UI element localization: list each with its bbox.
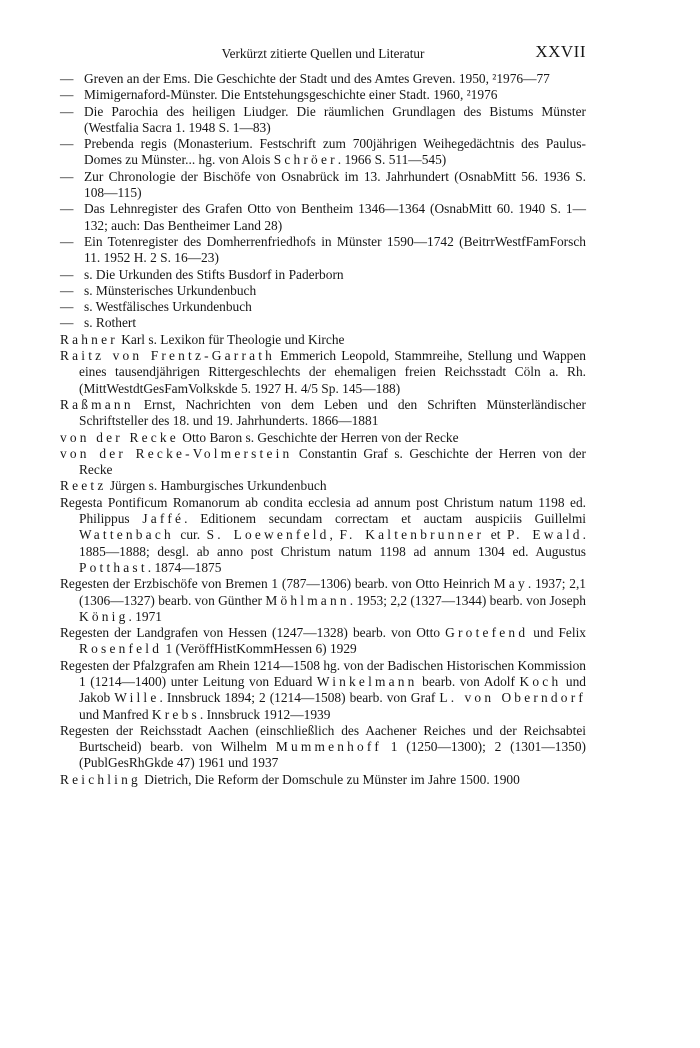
spaced-name: S. Loewenfeld (206, 527, 330, 543)
spaced-name: Rosenfeld (79, 641, 163, 657)
ditto-dash: — (60, 201, 74, 217)
bibliography-entry (60, 201, 586, 234)
spaced-name: Grotefend (445, 625, 529, 641)
entry-text: . Innsbruck 1894; 2 (1214—1508) bearb. von Graf (159, 690, 440, 706)
entry-text: . 1885—1888; desgl. ab anno post Christum natum 1198 ad annum 1304 ed. Augustus (79, 527, 586, 559)
spaced-name: Koch (519, 673, 562, 689)
entry-text: . 1953; 2,2 (1327—1344) bearb. von Joseph (349, 592, 587, 608)
bibliography-entry (60, 658, 586, 723)
entry-text: Constantin Graf s. Geschichte der Herren von der Recke (79, 445, 587, 478)
bibliography-entry (60, 332, 586, 348)
bibliography-entry (60, 136, 586, 169)
spaced-name: Raßmann (60, 396, 134, 412)
ditto-dash: — (60, 168, 74, 184)
bibliography-entry (60, 397, 586, 430)
entry-text: . Innsbruck 1912—1939 (199, 706, 331, 722)
spaced-name: L. von Oberndorf (439, 690, 587, 706)
bibliography-list (60, 71, 586, 788)
entry-text: Ernst, Nachrichten von dem Leben und den Schriften Münsterländischer Schriftsteller des 18. und 19. Jahrhunderts. 1866—1881 (79, 396, 586, 429)
entry-text: . 1874—1875 (147, 559, 222, 575)
ditto-dash: — (60, 87, 74, 103)
bibliography-entry (60, 348, 586, 397)
bibliography-entry (60, 723, 586, 772)
ditto-dash: — (60, 136, 74, 152)
spaced-name: Krebs (151, 706, 200, 722)
entry-text: Regesta Pontificum Romanorum ab condita ecclesia ad annum post Christum natum 1198 ed. Philippus (60, 494, 586, 527)
entry-text: . 1971 (128, 608, 162, 624)
spaced-name: P. Ewald (506, 527, 583, 543)
spaced-name: Mummenhoff (275, 739, 382, 755)
bibliography-entry (60, 299, 586, 315)
spaced-name: May (493, 576, 528, 592)
entry-text: Otto Baron s. Geschichte der Herren von der Recke (178, 429, 459, 445)
entry-text: Jürgen s. Hamburgisches Urkundenbuch (106, 478, 327, 494)
entry-text: 1 (1250—1300); 2 (1301—1350) (PublGesRhGkde 47) 1961 und 1937 (79, 739, 586, 771)
ditto-dash: — (60, 103, 74, 119)
spaced-name: Winkelmann (316, 673, 418, 689)
ditto-dash: — (60, 282, 74, 298)
entry-text: bearb. von Adolf (417, 673, 520, 689)
ditto-dash: — (60, 315, 74, 331)
spaced-name: Reichling (60, 771, 141, 787)
spaced-name: Potthast (79, 559, 148, 575)
bibliography-entry (60, 71, 586, 87)
entry-text: Greven an der Ems. Die Geschichte der Stadt und des Amtes Greven. 1950, ²1976—77 (84, 71, 550, 86)
spaced-name: F. Kaltenbrunner (339, 527, 485, 543)
bibliography-entry (60, 315, 586, 331)
bibliography-entry (60, 625, 586, 658)
bibliography-entry (60, 87, 586, 103)
entry-text: cur. (173, 527, 207, 543)
ditto-dash: — (60, 71, 74, 86)
ditto-dash: — (60, 266, 74, 282)
entry-text: Regesten der Reichsstadt Aachen (einschließlich des Aachener Reiches und der Reichsabtei Burtscheid) bearb. von Wilhelm (60, 722, 586, 755)
ditto-dash: — (60, 233, 74, 249)
page-number: XXVII (535, 42, 586, 61)
spaced-name: Möhlmann (265, 592, 350, 608)
entry-text: s. Westfälisches Urkundenbuch (84, 299, 252, 315)
spaced-name: Rahner (60, 331, 118, 347)
spaced-name: Raitz von Frentz-Garrath (60, 348, 276, 364)
entry-text: , (329, 527, 340, 543)
entry-text: . 1937; 2,1 (1306—1327) bearb. von Günther (79, 576, 586, 608)
spaced-name: Schröer (273, 152, 338, 168)
entry-text: Dietrich, Die Reform der Domschule zu Münster im Jahre 1500. 1900 (140, 771, 520, 787)
entry-text: Zur Chronologie der Bischöfe von Osnabrück im 13. Jahrhundert (OsnabMitt 56. 1936 S. 108—115) (84, 168, 586, 201)
bibliography-entry (60, 495, 586, 576)
bibliography-entry (60, 104, 586, 137)
spaced-name: von der Recke-Volmerstein (60, 445, 293, 461)
entry-text: s. Rothert (84, 315, 137, 331)
bibliography-entry (60, 576, 586, 625)
entry-text: Das Lehnregister des Grafen Otto von Bentheim 1346—1364 (OsnabMitt 60. 1940 S. 1—132; auch: Das Bentheimer Land 28) (84, 201, 586, 233)
bibliography-entry (60, 169, 586, 202)
entry-text: Emmerich Leopold, Stammreihe, Stellung und Wappen eines tausendjährigen Rittergeschlechts der ehemaligen freien Reichsstadt Cöln a. Rh. (MittWestdtGesFamVolkskde 5. 1927 H. 4/5 Sp. 145—188) (79, 348, 586, 396)
entry-text: et (484, 527, 507, 543)
entry-text: . 1966 S. 511—545) (337, 152, 447, 168)
entry-text: Regesten der Pfalzgrafen am Rhein 1214—1508 hg. von der Badischen Historischen Kommission 1 (1214—1400) unter Leitung von Eduard (60, 657, 586, 689)
bibliography-entry (60, 772, 586, 788)
entry-text: Prebenda regis (Monasterium. Festschrift zum 700jährigen Weihegedächtnis des Paulus-Domes zu Münster... hg. von Alois (84, 136, 586, 168)
spaced-name: Jaffé (142, 511, 185, 527)
spaced-name: Reetz (60, 478, 107, 494)
entry-text: Die Parochia des heiligen Liudger. Die räumlichen Grundlagen des Bistums Münster (Westfalia Sacra 1. 1948 S. 1—83) (84, 103, 586, 135)
entry-text: . Editionem secundam correctam et auctam auspiciis Guillelmi (184, 511, 586, 527)
entry-text: 1 (VeröffHistKommHessen 6) 1929 (162, 641, 357, 657)
entry-text: Regesten der Landgrafen von Hessen (1247—1328) bearb. von Otto (60, 625, 446, 641)
ditto-dash: — (60, 299, 74, 315)
bibliography-entry (60, 478, 586, 494)
entry-text: und Felix (528, 625, 586, 641)
page-header (60, 42, 586, 64)
spaced-name: König (79, 608, 129, 624)
entry-text: und Manfred (79, 706, 152, 722)
entry-text: Mimigernaford-Münster. Die Entstehungsgeschichte einer Stadt. 1960, ²1976 (84, 87, 498, 103)
spaced-name: von der Recke (60, 429, 179, 445)
spaced-name: Wattenbach (79, 527, 174, 543)
bibliography-entry (60, 430, 586, 446)
running-head: Verkürzt zitierte Quellen und Literatur (221, 46, 425, 61)
spaced-name: Wille (114, 690, 160, 706)
entry-text: und Jakob (79, 673, 587, 706)
entry-text: Regesten der Erzbischöfe von Bremen 1 (787—1306) bearb. von Otto Heinrich (60, 576, 494, 592)
entry-text: Ein Totenregister des Domherrenfriedhofs in Münster 1590—1742 (BeitrrWestfFamForsch 11. 1952 H. 2 S. 16—23) (84, 233, 586, 266)
bibliography-entry (60, 267, 586, 283)
bibliography-entry (60, 234, 586, 267)
bibliography-entry (60, 283, 586, 299)
bibliography-entry (60, 446, 586, 479)
entry-text: Karl s. Lexikon für Theologie und Kirche (117, 331, 345, 347)
entry-text: s. Die Urkunden des Stifts Busdorf in Paderborn (84, 266, 344, 282)
entry-text: s. Münsterisches Urkundenbuch (84, 282, 257, 298)
